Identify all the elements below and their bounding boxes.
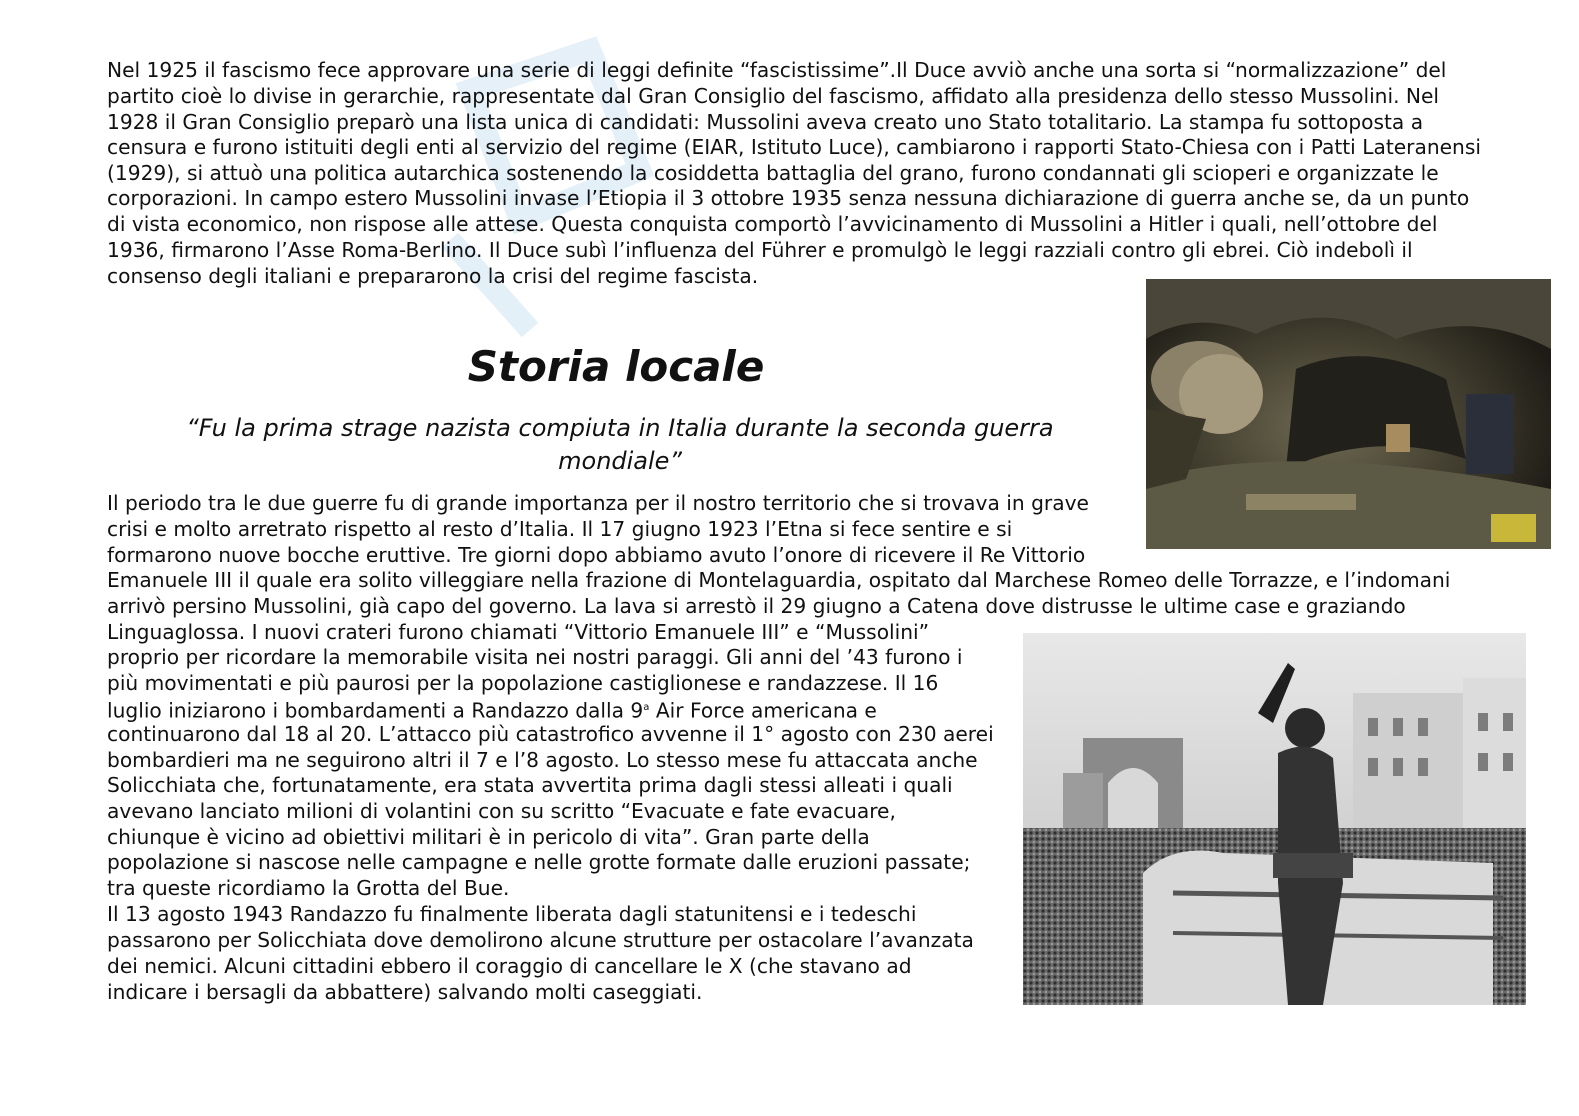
text-line: Il periodo tra le due guerre fu di grande importanza per il nostro territorio che si trovava in grave bbox=[107, 491, 1089, 515]
text-line: proprio per ricordare la memorabile visita nei nostri paraggi. Gli anni del ’43 furono i bbox=[107, 645, 963, 669]
text-line: Nel 1925 il fascismo fece approvare una serie di leggi definite “fascistissime”.Il Duce avviò anche una sorta si “normalizzazione” del bbox=[107, 58, 1447, 82]
text-line: censura e furono istituiti degli enti al servizio del regime (EIAR, Istituto Luce), cambiarono i rapporti Stato-Chiesa con i Patti Lateranensi bbox=[107, 135, 1481, 159]
text-line: popolazione si nascose nelle campagne e nelle grotte formate dalle eruzioni passate; bbox=[107, 850, 971, 874]
quote bbox=[140, 412, 1100, 478]
text-line: 1928 il Gran Consiglio preparò una lista unica di candidati: Mussolini aveva creato uno Stato totalitario. La stampa fu sottoposta a bbox=[107, 110, 1424, 134]
text-line: arrivò persino Mussolini, già capo del governo. La lava si arrestò il 29 giugno a Catena dove distrusse le ultime case e graziando bbox=[107, 594, 1406, 618]
quote-line: mondiale” bbox=[558, 447, 682, 475]
text-line: avevano lanciato milioni di volantini con su scritto “Evacuate e fate evacuare, bbox=[107, 799, 896, 823]
text-line: crisi e molto arretrato rispetto al resto d’Italia. Il 17 giugno 1923 l’Etna si fece sentire e si bbox=[107, 517, 1013, 541]
text-line: formarono nuove bocche eruttive. Tre giorni dopo abbiamo avuto l’onore di ricevere il Re Vittorio bbox=[107, 543, 1086, 567]
text-line: Il 13 agosto 1943 Randazzo fu finalmente liberata dagli statunitensi e i tedeschi bbox=[107, 902, 917, 926]
text-line: Linguaglossa. I nuovi crateri furono chiamati “Vittorio Emanuele III” e “Mussolini” bbox=[107, 620, 930, 644]
text-line: partito cioè lo divise in gerarchie, rappresentate dal Gran Consiglio del fascismo, affidato alla presidenza dello stesso Mussolini. Nel bbox=[107, 84, 1440, 108]
section-title: Storia locale bbox=[467, 342, 765, 391]
text-line bbox=[107, 695, 877, 724]
text-line: (1929), si attuò una politica autarchica sostenendo la cosiddetta battaglia del grano, furono condannati gli scioperi e organizzate le bbox=[107, 161, 1439, 185]
text-line: dei nemici. Alcuni cittadini ebbero il coraggio di cancellare le X (che stavano ad bbox=[107, 954, 912, 978]
cave-photo bbox=[1146, 279, 1551, 549]
superscript: a bbox=[643, 702, 650, 713]
text-line: passarono per Solicchiata dove demolirono alcune strutture per ostacolare l’avanzata bbox=[107, 928, 974, 952]
text-line: di vista economico, non rispose alle attese. Questa conquista comportò l’avvicinamento di Mussolini a Hitler i quali, nell’ottobre del bbox=[107, 212, 1438, 236]
text-segment: Air Force americana e bbox=[649, 698, 877, 723]
text-line: Solicchiata che, fortunatamente, era stata avvertita prima dagli stessi alleati i quali bbox=[107, 773, 953, 797]
text-line: chiunque è vicino ad obiettivi militari è in pericolo di vita”. Gran parte della bbox=[107, 825, 870, 849]
text-line: tra queste ricordiamo la Grotta del Bue. bbox=[107, 876, 510, 900]
text-line: corporazioni. In campo estero Mussolini invase l’Etiopia il 3 ottobre 1935 senza nessuna dichiarazione di guerra anche se, da un punto bbox=[107, 186, 1470, 210]
text-line: 1936, firmarono l’Asse Roma-Berlino. Il Duce subì l’influenza del Führer e promulgò le leggi razziali contro gli ebrei. Ciò indebolì il bbox=[107, 238, 1413, 262]
text-line: Emanuele III il quale era solito villeggiare nella frazione di Montelaguardia, ospitato dal Marchese Romeo delle Torrazze, e l’indomani bbox=[107, 568, 1451, 592]
text-line: continuarono dal 18 al 20. L’attacco più catastrofico avvenne il 1° agosto con 230 aerei bbox=[107, 722, 994, 746]
text-line: più movimentati e più paurosi per la popolazione castiglionese e randazzese. Il 16 bbox=[107, 671, 939, 695]
text-line: indicare i bersagli da abbattere) salvando molti caseggiati. bbox=[107, 980, 703, 1004]
rally-photo bbox=[1023, 633, 1526, 1005]
text-segment: luglio iniziarono i bombardamenti a Randazzo dalla 9 bbox=[107, 698, 644, 723]
text-line: bombardieri ma ne seguirono altri il 7 e l’8 agosto. Lo stesso mese fu attaccata anche bbox=[107, 748, 978, 772]
text-line: consenso degli italiani e prepararono la crisi del regime fascista. bbox=[107, 264, 759, 288]
quote-line: “Fu la prima strage nazista compiuta in Italia durante la seconda guerra bbox=[186, 414, 1054, 442]
